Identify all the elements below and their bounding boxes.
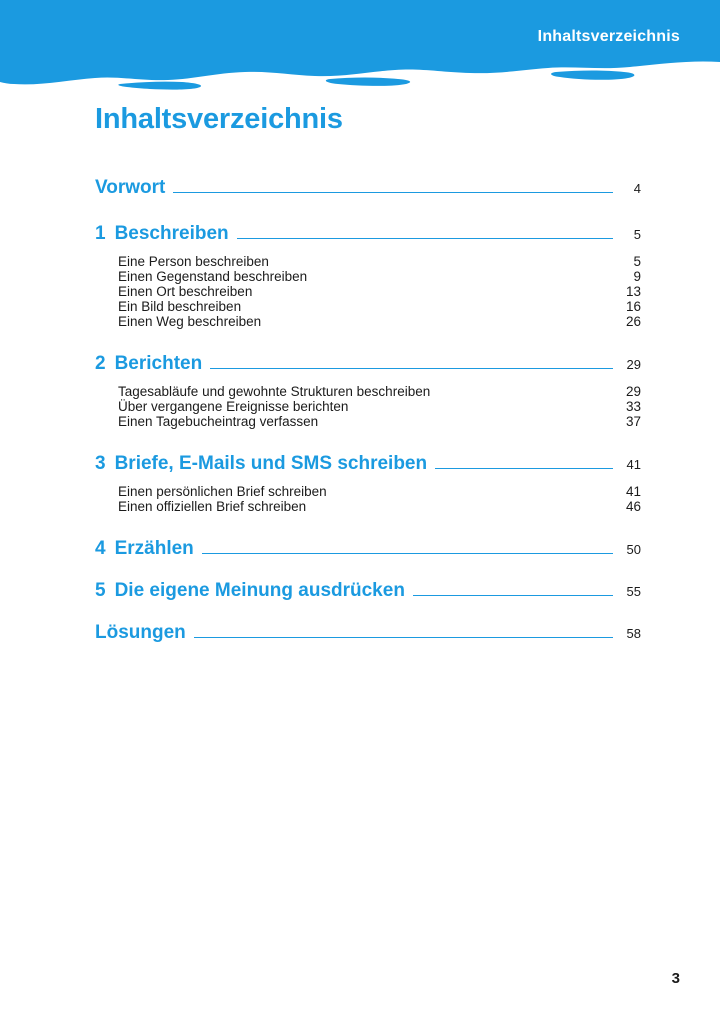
toc-entry-loesungen[interactable]	[95, 620, 641, 644]
toc-page-number: 26	[625, 314, 641, 329]
table-of-contents	[95, 175, 641, 644]
toc-label: Die eigene Meinung ausdrücken	[114, 580, 405, 601]
toc-entry-chapter-3[interactable]	[95, 451, 641, 475]
toc-label: Eine Person beschreiben	[118, 254, 269, 269]
toc-entry-sub[interactable]	[95, 499, 641, 514]
toc-chapter-number: 1	[95, 223, 106, 244]
toc-leader	[194, 637, 613, 638]
toc-page-number: 16	[625, 299, 641, 314]
toc-leader	[210, 368, 613, 369]
page-title: Inhaltsverzeichnis	[95, 103, 343, 135]
toc-page-number: 50	[626, 542, 641, 557]
toc-entry-vorwort[interactable]	[95, 175, 641, 199]
spacer	[95, 475, 641, 484]
toc-leader	[435, 468, 613, 469]
toc-page-number: 55	[626, 584, 641, 599]
toc-page-number: 29	[626, 357, 641, 372]
spacer	[95, 560, 641, 578]
toc-page-number: 13	[625, 284, 641, 299]
toc-page-number: 5	[633, 227, 641, 242]
toc-chapter-number: 3	[95, 453, 106, 474]
toc-entry-chapter-2[interactable]	[95, 351, 641, 375]
toc-page-number: 4	[633, 181, 641, 196]
toc-entry-sub[interactable]	[95, 414, 641, 429]
toc-label: Über vergangene Ereignisse berichten	[118, 399, 349, 414]
toc-label: Einen Weg beschreiben	[118, 314, 262, 329]
toc-entry-chapter-1[interactable]	[95, 221, 641, 245]
toc-label: Einen offiziellen Brief schreiben	[118, 499, 307, 514]
spacer	[95, 602, 641, 620]
toc-entry-sub[interactable]	[95, 314, 641, 329]
toc-entry-sub[interactable]	[95, 284, 641, 299]
toc-label: Berichten	[114, 353, 203, 374]
toc-page-number: 41	[625, 484, 641, 499]
toc-label: Lösungen	[95, 622, 186, 643]
toc-entry-sub[interactable]	[95, 384, 641, 399]
toc-page-number: 5	[633, 254, 641, 269]
toc-leader	[413, 595, 613, 596]
toc-label: Ein Bild beschreiben	[118, 299, 242, 314]
toc-label: Erzählen	[114, 538, 194, 559]
toc-chapter-number: 4	[95, 538, 106, 559]
toc-entry-chapter-5[interactable]	[95, 578, 641, 602]
spacer	[95, 199, 641, 221]
toc-label: Einen Gegenstand beschreiben	[118, 269, 308, 284]
header-band	[0, 0, 720, 95]
spacer	[95, 375, 641, 384]
running-header-title: Inhaltsverzeichnis	[537, 28, 680, 45]
toc-label: Einen Tagebucheintrag verfassen	[118, 414, 319, 429]
toc-leader	[202, 553, 613, 554]
toc-chapter-number: 2	[95, 353, 106, 374]
toc-chapter-number: 5	[95, 580, 106, 601]
toc-leader	[237, 238, 613, 239]
toc-page-number: 29	[625, 384, 641, 399]
toc-label: Beschreiben	[114, 223, 229, 244]
spacer	[95, 429, 641, 451]
toc-leader	[173, 192, 613, 193]
toc-page-number: 9	[633, 269, 641, 284]
page-number: 3	[671, 970, 680, 987]
toc-entry-sub[interactable]	[95, 269, 641, 284]
toc-label: Briefe, E-Mails und SMS schreiben	[114, 453, 428, 474]
toc-label: Einen persönlichen Brief schreiben	[118, 484, 327, 499]
spacer	[95, 245, 641, 254]
toc-entry-sub[interactable]	[95, 484, 641, 499]
toc-label: Tagesabläufe und gewohnte Strukturen beschreiben	[118, 384, 431, 399]
toc-page-number: 46	[625, 499, 641, 514]
toc-page-number: 58	[626, 626, 641, 641]
toc-label: Vorwort	[95, 177, 166, 198]
toc-entry-sub[interactable]	[95, 399, 641, 414]
toc-page-number: 33	[625, 399, 641, 414]
toc-page-number: 37	[625, 414, 641, 429]
header-brush-shape	[0, 0, 720, 95]
spacer	[95, 329, 641, 351]
toc-entry-sub[interactable]	[95, 299, 641, 314]
toc-entry-chapter-4[interactable]	[95, 536, 641, 560]
toc-entry-sub[interactable]	[95, 254, 641, 269]
toc-label: Einen Ort beschreiben	[118, 284, 253, 299]
spacer	[95, 514, 641, 536]
toc-page-number: 41	[626, 457, 641, 472]
